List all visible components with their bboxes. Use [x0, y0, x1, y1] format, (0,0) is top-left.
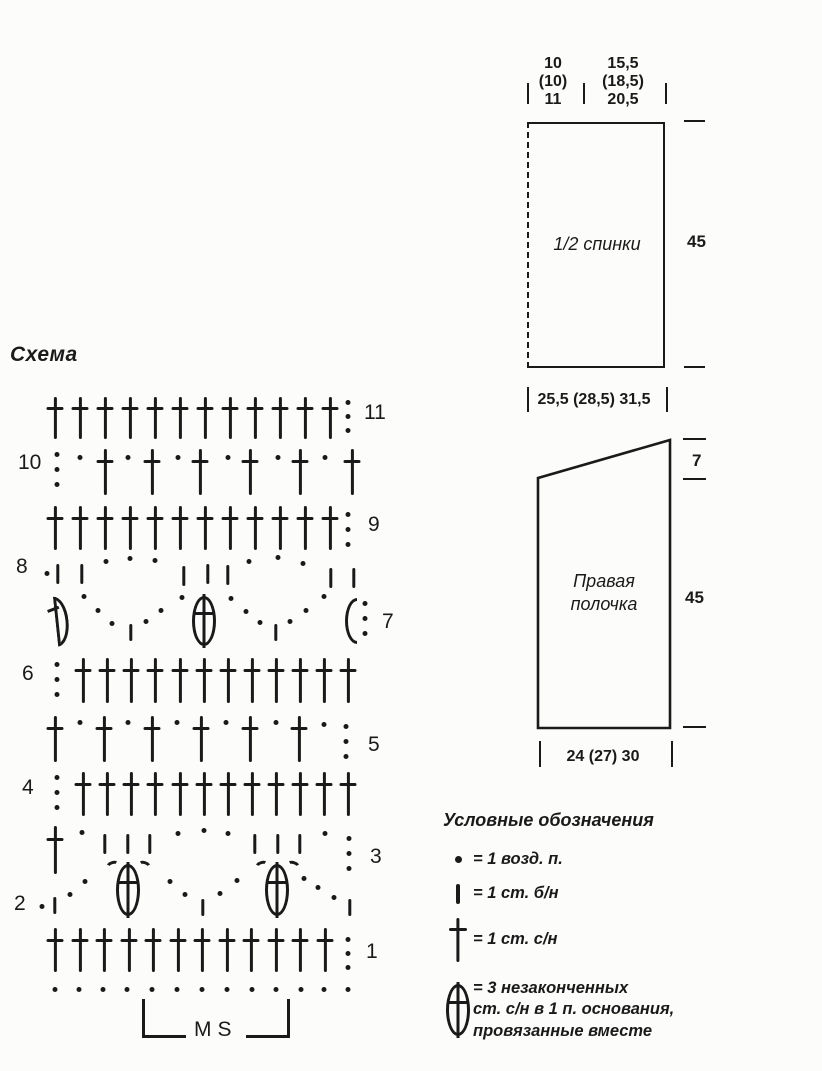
cluster-3dc-symbol	[446, 984, 470, 1036]
measure-line: (18,5)	[602, 73, 644, 90]
measure-dash	[683, 726, 706, 728]
measure-tick	[666, 387, 668, 412]
chain-stitch-dot	[363, 631, 368, 636]
single-crochet-bar	[348, 899, 351, 916]
single-crochet-bar	[103, 834, 106, 854]
double-crochet-cross	[292, 772, 309, 816]
chain-stitch-dot	[202, 828, 207, 833]
double-crochet-cross	[145, 928, 162, 972]
double-crochet-cross	[316, 772, 333, 816]
chain-stitch-dot	[346, 987, 351, 992]
chain-stitch-dot	[200, 987, 205, 992]
repeat-bracket-line	[142, 999, 145, 1037]
chain-stitch-dot	[235, 878, 240, 883]
chain-stitch-dot	[347, 851, 352, 856]
chain-stitch-dot	[226, 455, 231, 460]
chain-stitch-dot	[276, 555, 281, 560]
chain-stitch-dot	[176, 831, 181, 836]
legend-symbol-column	[443, 918, 473, 962]
single-crochet-bar	[456, 884, 460, 904]
double-crochet-cross	[75, 772, 92, 816]
chain-stitch-dot	[250, 987, 255, 992]
chain-stitch-dot	[229, 596, 234, 601]
double-crochet-cross	[192, 449, 209, 495]
double-crochet-cross	[72, 928, 89, 972]
chain-stitch-dot	[274, 720, 279, 725]
double-crochet-cross	[172, 506, 189, 550]
single-crochet-bar	[352, 568, 355, 588]
chain-stitch-dot	[322, 987, 327, 992]
chain-stitch-dot	[150, 987, 155, 992]
legend-symbol-column	[443, 884, 473, 904]
chain-stitch-dot	[226, 831, 231, 836]
double-crochet-cross	[99, 772, 116, 816]
row-number-11: 11	[364, 401, 386, 424]
double-crochet-cross	[196, 658, 213, 703]
chain-stitch-dot	[344, 724, 349, 729]
legend-symbol-column	[443, 984, 473, 1036]
chain-stitch-dot	[346, 951, 351, 956]
back-piece-label: 1/2 спинки	[553, 234, 641, 254]
measure-line: 15,5	[607, 55, 639, 72]
chain-stitch-dot	[299, 987, 304, 992]
chain-stitch-dot	[101, 987, 106, 992]
double-crochet-cross	[47, 716, 64, 762]
chain-stitch-dot	[55, 662, 60, 667]
double-crochet-cross	[47, 826, 64, 874]
front-bottom-value: 24 (27) 30	[566, 748, 640, 765]
back-bottom-value: 25,5 (28,5) 31,5	[537, 391, 651, 408]
double-crochet-cross	[292, 928, 309, 972]
chain-stitch-dot	[344, 739, 349, 744]
repeat-bracket-line	[142, 1035, 186, 1038]
double-crochet-cross	[147, 397, 164, 439]
double-crochet-cross	[75, 658, 92, 703]
legend-entry	[443, 883, 813, 905]
double-crochet-cross	[242, 449, 259, 495]
double-crochet-cross	[121, 928, 138, 972]
chain-stitch-dot	[126, 455, 131, 460]
measure-dash	[684, 366, 705, 368]
row-number-9: 9	[368, 513, 380, 536]
legend-entry	[443, 849, 813, 871]
double-crochet-cross	[247, 397, 264, 439]
measure-dash	[683, 438, 706, 440]
double-crochet-cross	[244, 658, 261, 703]
double-crochet-cross	[272, 506, 289, 550]
double-crochet-cross	[144, 449, 161, 495]
chain-stitch-dot	[153, 558, 158, 563]
double-crochet-cross	[147, 506, 164, 550]
double-crochet-cross	[297, 506, 314, 550]
chain-stitch-dot	[363, 601, 368, 606]
chain-stitch-dot	[276, 455, 281, 460]
double-crochet-cross	[123, 772, 140, 816]
back-height-value: 45	[687, 232, 706, 251]
chain-stitch-dot	[82, 594, 87, 599]
measure-dash	[683, 478, 706, 480]
double-crochet-cross	[170, 928, 187, 972]
double-crochet-cross	[340, 772, 357, 816]
double-crochet-cross	[222, 397, 239, 439]
legend-entry-text	[473, 978, 674, 1043]
double-crochet-cross	[196, 772, 213, 816]
chain-stitch-dot	[323, 455, 328, 460]
double-crochet-cross	[344, 449, 361, 495]
row-number-8: 8	[16, 555, 28, 578]
chain-stitch-dot	[180, 595, 185, 600]
double-crochet-cross	[72, 397, 89, 439]
chain-stitch-dot	[225, 987, 230, 992]
measure-tick	[583, 83, 585, 104]
half-cluster-right	[345, 598, 357, 644]
chain-stitch-dot	[247, 559, 252, 564]
single-crochet-bar	[226, 565, 229, 585]
chain-stitch-dot	[304, 608, 309, 613]
chain-stitch-dot	[322, 722, 327, 727]
measure-tick	[665, 83, 667, 104]
measure-line: 20,5	[607, 91, 639, 108]
double-crochet-cross	[47, 397, 64, 439]
chain-stitch-dot	[128, 556, 133, 561]
legend-text-line: = 1 ст. с/н	[473, 929, 558, 948]
back-piece-outline	[527, 122, 665, 368]
chart-title: Схема	[10, 343, 78, 366]
cluster-3dc-symbol	[116, 864, 140, 916]
row-number-2: 2	[14, 892, 26, 915]
single-crochet-bar	[182, 566, 185, 586]
repeat-bracket-line	[287, 999, 290, 1037]
single-crochet-bar	[329, 568, 332, 588]
double-crochet-cross	[268, 928, 285, 972]
chain-stitch-dot	[159, 608, 164, 613]
cluster-3dc-symbol	[192, 596, 216, 646]
double-crochet-cross	[97, 449, 114, 495]
legend-text-line: ст. с/н в 1 п. основания,	[473, 1000, 675, 1019]
legend-entry-text	[473, 849, 563, 871]
measure-line: 10	[544, 55, 562, 72]
chain-stitch-dot	[455, 856, 462, 863]
row-number-7: 7	[382, 610, 394, 633]
legend-text-line: = 1 возд. п.	[473, 850, 563, 868]
legend-symbol-column	[443, 856, 473, 863]
front-label-line: полочка	[570, 594, 638, 614]
chain-stitch-dot	[258, 620, 263, 625]
double-crochet-cross	[194, 928, 211, 972]
single-crochet-bar	[276, 834, 279, 854]
half-cluster-left	[53, 595, 71, 646]
chain-stitch-dot	[55, 452, 60, 457]
chain-stitch-dot	[346, 542, 351, 547]
double-crochet-cross	[147, 658, 164, 703]
chain-stitch-dot	[316, 885, 321, 890]
single-crochet-bar	[129, 624, 132, 641]
chain-stitch-dot	[96, 608, 101, 613]
double-crochet-cross	[220, 658, 237, 703]
cluster-arc-left	[105, 859, 121, 873]
single-crochet-bar	[253, 834, 256, 854]
measure-line: 11	[544, 91, 562, 108]
legend-entry	[443, 978, 813, 1043]
front-piece-label	[540, 570, 668, 616]
chain-stitch-dot	[323, 831, 328, 836]
chain-stitch-dot	[80, 830, 85, 835]
chain-stitch-dot	[78, 455, 83, 460]
legend-entry	[443, 918, 813, 962]
double-crochet-cross	[291, 716, 308, 762]
double-crochet-cross	[97, 506, 114, 550]
single-crochet-bar	[53, 897, 56, 914]
chain-stitch-dot	[332, 895, 337, 900]
legend-text-line: = 1 ст. б/н	[473, 883, 559, 902]
front-label-line: Правая	[573, 571, 635, 591]
measure-tick	[527, 387, 529, 412]
double-crochet-cross	[197, 397, 214, 439]
chain-stitch-dot	[126, 720, 131, 725]
double-crochet-cross	[340, 658, 357, 703]
double-crochet-cross	[292, 449, 309, 495]
double-crochet-cross	[219, 928, 236, 972]
single-crochet-bar	[80, 564, 83, 584]
chain-stitch-dot	[125, 987, 130, 992]
chain-stitch-dot	[183, 892, 188, 897]
chain-stitch-dot	[55, 775, 60, 780]
double-crochet-cross	[322, 397, 339, 439]
chain-stitch-dot	[218, 891, 223, 896]
double-crochet-cross	[47, 506, 64, 550]
double-crochet-cross	[96, 716, 113, 762]
chain-stitch-dot	[55, 805, 60, 810]
double-crochet-cross	[316, 658, 333, 703]
cluster-arc-left	[254, 859, 270, 873]
symbol-legend	[443, 810, 813, 1043]
cluster-3dc-symbol	[265, 864, 289, 916]
double-crochet-cross	[172, 658, 189, 703]
chain-stitch-dot	[55, 790, 60, 795]
chain-stitch-dot	[45, 571, 50, 576]
chain-stitch-dot	[40, 904, 45, 909]
double-crochet-cross	[449, 918, 467, 962]
measure-tick	[539, 741, 541, 767]
chain-stitch-dot	[68, 892, 73, 897]
chain-stitch-dot	[83, 879, 88, 884]
double-crochet-cross	[242, 716, 259, 762]
measure-line: (10)	[538, 73, 568, 90]
cluster-arc-right	[136, 859, 152, 873]
back-top-measure-group	[602, 55, 644, 109]
chain-stitch-dot	[274, 987, 279, 992]
chain-stitch-dot	[346, 512, 351, 517]
chain-stitch-dot	[110, 621, 115, 626]
double-crochet-cross	[292, 658, 309, 703]
chain-stitch-dot	[346, 414, 351, 419]
row-number-3: 3	[370, 845, 382, 868]
chain-stitch-dot	[347, 836, 352, 841]
double-crochet-cross	[123, 658, 140, 703]
row-number-6: 6	[22, 662, 34, 685]
double-crochet-cross	[172, 397, 189, 439]
double-crochet-cross	[172, 772, 189, 816]
double-crochet-cross	[222, 506, 239, 550]
chain-stitch-dot	[104, 559, 109, 564]
chain-stitch-dot	[301, 561, 306, 566]
double-crochet-cross	[193, 716, 210, 762]
double-crochet-cross	[96, 928, 113, 972]
double-crochet-cross	[122, 506, 139, 550]
double-crochet-cross	[99, 658, 116, 703]
chain-stitch-dot	[144, 619, 149, 624]
single-crochet-bar	[206, 564, 209, 584]
chain-stitch-dot	[53, 987, 58, 992]
single-crochet-bar	[148, 834, 151, 854]
double-crochet-cross	[297, 397, 314, 439]
measure-tick	[527, 83, 529, 104]
row-number-5: 5	[368, 733, 380, 756]
legend-title: Условные обозначения	[443, 810, 654, 830]
legend-entry-text	[473, 883, 559, 905]
double-crochet-cross	[244, 772, 261, 816]
double-crochet-cross	[317, 928, 334, 972]
front-height-value: 45	[685, 588, 704, 607]
chain-stitch-dot	[347, 866, 352, 871]
double-crochet-cross	[144, 716, 161, 762]
legend-text-line: провязанные вместе	[473, 1022, 653, 1041]
measure-tick	[671, 741, 673, 767]
chain-stitch-dot	[363, 616, 368, 621]
chain-stitch-dot	[346, 527, 351, 532]
chain-stitch-dot	[176, 455, 181, 460]
cluster-arc-right	[285, 859, 301, 873]
chain-stitch-dot	[346, 400, 351, 405]
chain-stitch-dot	[288, 619, 293, 624]
double-crochet-cross	[268, 772, 285, 816]
double-crochet-cross	[272, 397, 289, 439]
chain-stitch-dot	[346, 937, 351, 942]
chain-stitch-dot	[78, 720, 83, 725]
legend-entries	[443, 849, 813, 1043]
chain-stitch-dot	[346, 428, 351, 433]
double-crochet-cross	[72, 506, 89, 550]
chain-stitch-dot	[55, 467, 60, 472]
chain-stitch-dot	[302, 876, 307, 881]
chain-stitch-dot	[55, 677, 60, 682]
double-crochet-cross	[97, 397, 114, 439]
double-crochet-cross	[47, 928, 64, 972]
double-crochet-cross	[322, 506, 339, 550]
double-crochet-cross	[220, 772, 237, 816]
double-crochet-cross	[197, 506, 214, 550]
double-crochet-cross	[247, 506, 264, 550]
double-crochet-cross	[268, 658, 285, 703]
chain-stitch-dot	[344, 754, 349, 759]
single-crochet-bar	[126, 834, 129, 854]
repeat-label: MS	[194, 1018, 238, 1041]
chain-stitch-dot	[346, 965, 351, 970]
chain-stitch-dot	[224, 720, 229, 725]
chain-stitch-dot	[175, 987, 180, 992]
row-number-4: 4	[22, 776, 34, 799]
front-top-value: 7	[692, 451, 702, 470]
chain-stitch-dot	[55, 692, 60, 697]
chain-stitch-dot	[322, 594, 327, 599]
double-crochet-cross	[243, 928, 260, 972]
single-crochet-bar	[298, 834, 301, 854]
chain-stitch-dot	[55, 482, 60, 487]
double-crochet-cross	[122, 397, 139, 439]
single-crochet-bar	[56, 564, 59, 584]
double-crochet-cross	[147, 772, 164, 816]
back-top-measure-group	[539, 55, 567, 109]
repeat-bracket-line	[246, 1035, 290, 1038]
chain-stitch-dot	[168, 879, 173, 884]
chain-stitch-dot	[77, 987, 82, 992]
chain-stitch-dot	[175, 720, 180, 725]
measure-dash	[684, 120, 705, 122]
legend-entry-text	[473, 929, 558, 951]
row-number-10: 10	[18, 451, 42, 474]
single-crochet-bar	[201, 899, 204, 916]
chain-stitch-dot	[244, 609, 249, 614]
legend-text-line: = 3 незаконченных	[473, 978, 629, 997]
single-crochet-bar	[274, 624, 277, 641]
row-number-1: 1	[366, 940, 378, 963]
front-piece-outline	[530, 432, 682, 738]
